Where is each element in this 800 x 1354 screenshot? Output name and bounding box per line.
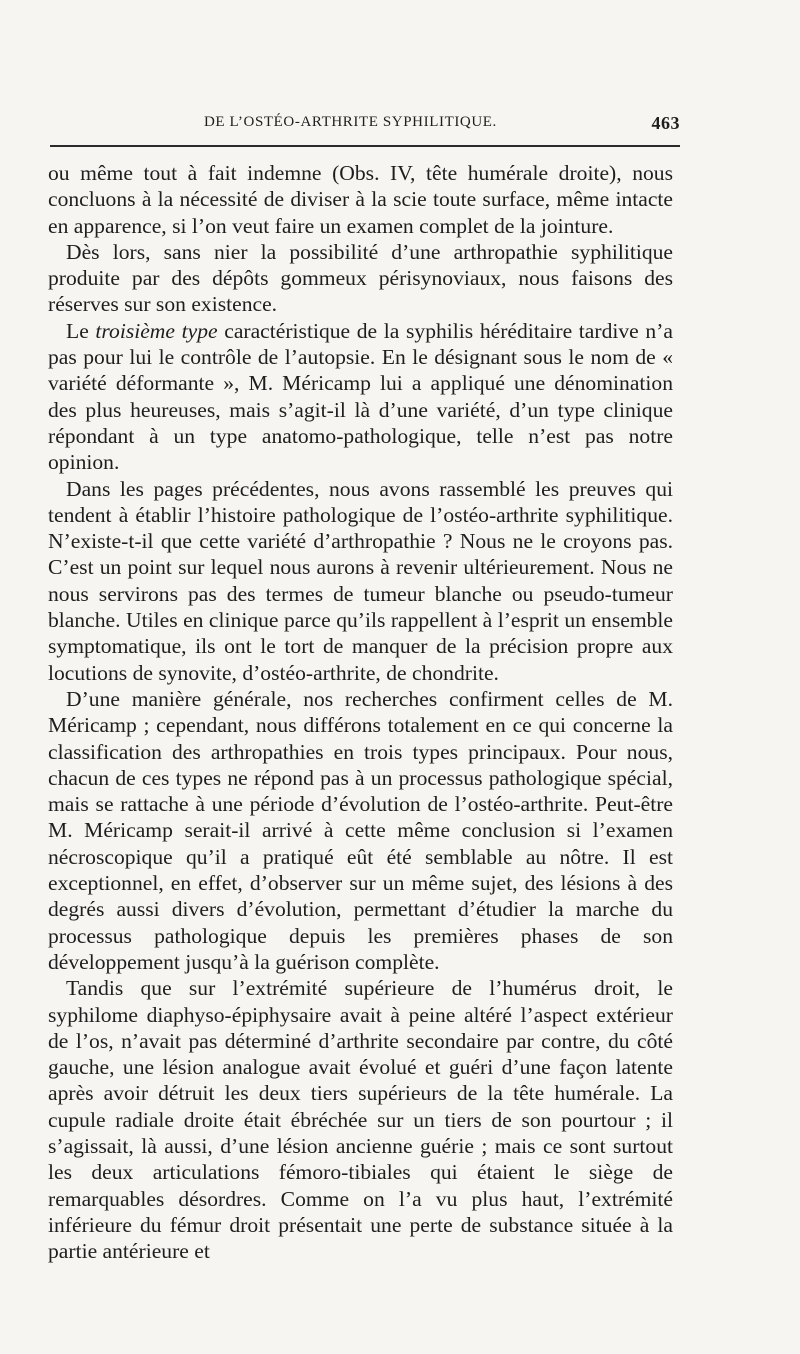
paragraph-3: [48, 318, 673, 476]
body-text: [48, 160, 673, 1264]
paragraph-4: Dans les pages précédentes, nous avons rassemblé les preuves qui tendent à établir l’histoire pathologique de l’ostéo-arthrite syphilitique. N’existe-t-il que cette variété d’arthropathie ? Nous ne le croyons pas. C’est un point sur lequel nous aurons à revenir ultérieurement. Nous ne nous servirons pas des termes de tumeur blanche ou pseudo-tumeur blanche. Utiles en clinique parce qu’ils rappellent à l’esprit un ensemble symptomatique, ils ont le tort de manquer de la précision propre aux locutions de synovite, d’ostéo-arthrite, de chondrite.: [48, 476, 673, 685]
paragraph-5: D’une manière générale, nos recherches confirment celles de M. Méricamp ; cependant, nous différons totalement en ce qui concerne la classification des arthropathies en trois types principaux. Pour nous, chacun de ces types ne répond pas à un processus pathologique spécial, mais se rattache à une période d’évolution de l’ostéo-arthrite. Peut-être M. Méricamp serait-il arrivé à cette même conclusion si l’examen nécroscopique qu’il a pratiqué eût été semblable au nôtre. Il est exceptionnel, en effet, d’observer sur un même sujet, des lésions à des degrés aussi divers d’évolution, permettant d’étudier la marche du processus pathologique depuis les premières phases de son développement jusqu’à la guérison complète.: [48, 686, 673, 974]
running-head: [48, 114, 680, 136]
paragraph-1: ou même tout à fait indemne (Obs. IV, tête humérale droite), nous concluons à la nécessité de diviser à la scie toute surface, même intacte en apparence, si l’on veut faire un examen complet de la jointure.: [48, 161, 673, 238]
header-rule: [50, 145, 680, 147]
paragraph-3-emphasis: troisième type: [95, 318, 218, 343]
paragraph-3-rest: caractéristique de la syphilis héréditaire tardive n’a pas pour lui le contrôle de l’autopsie. En le désignant sous le nom de « variété déformante », M. Méricamp lui a appliqué une dénomination des plus heureuses, mais s’agit-il là d’une variété, d’un type clinique répondant à un type anatomo-pathologique, telle n’est pas notre opinion.: [48, 318, 673, 475]
paragraph-2: Dès lors, sans nier la possibilité d’une arthropathie syphilitique produite par des dépôts gommeux périsynoviaux, nous faisons des réserves sur son existence.: [48, 239, 673, 317]
running-title: DE L’OSTÉO-ARTHRITE SYPHILITIQUE.: [204, 114, 497, 130]
page-number: 463: [651, 113, 680, 133]
paragraph-3-lead: Le: [66, 318, 96, 343]
paragraph-6: Tandis que sur l’extrémité supérieure de l’humérus droit, le syphilome diaphyso-épiphysaire avait à peine altéré l’aspect extérieur de l’os, n’avait pas déterminé d’arthrite secondaire par contre, du côté gauche, une lésion analogue avait évolué et guéri d’une façon latente après avoir détruit les deux tiers supérieurs de la tête humérale. La cupule radiale droite était ébréchée sur un tiers de son pourtour ; il s’agissait, là aussi, d’une lésion ancienne guérie ; mais ce sont surtout les deux articulations fémoro-tibiales qui étaient le siège de remarquables désordres. Comme on l’a vu plus haut, l’extrémité inférieure du fémur droit présentait une perte de substance située à la partie antérieure et: [48, 976, 673, 1264]
